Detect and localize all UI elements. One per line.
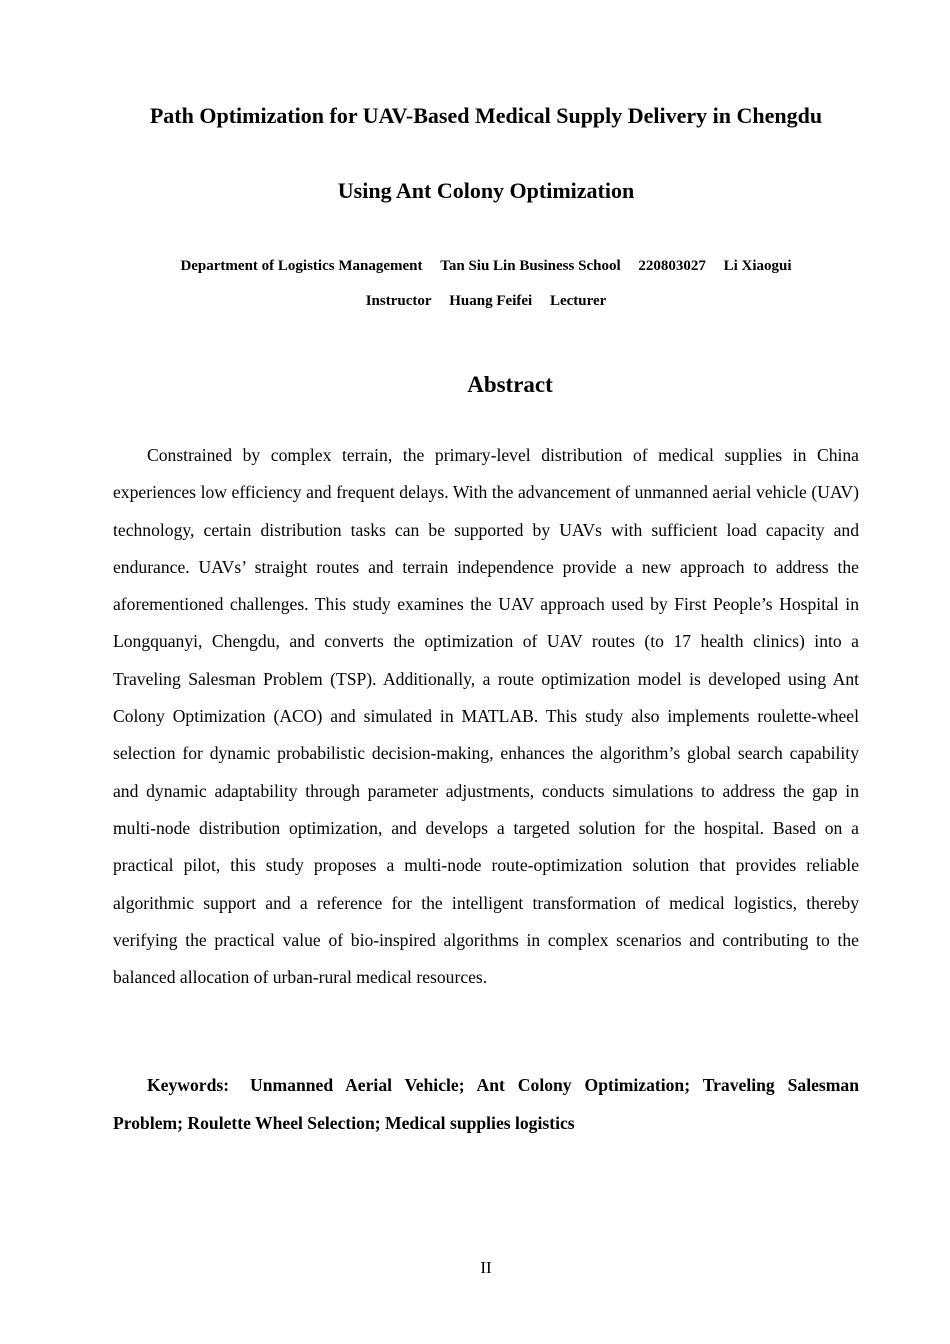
- author-name: Li Xiaogui: [723, 258, 792, 274]
- keywords-paragraph: [113, 1066, 859, 1142]
- department: Department of Logistics Management: [180, 258, 423, 274]
- paper-title-line-1: Path Optimization for UAV-Based Medical Supply Delivery in Chengdu: [149, 103, 823, 128]
- student-id: 220803027: [638, 258, 706, 274]
- keywords-label: Keywords:: [147, 1075, 230, 1095]
- keywords-text: Unmanned Aerial Vehicle; Ant Colony Optimization; Traveling Salesman Problem; Roulette Wheel Selection; Medical supplies logistics: [113, 1075, 859, 1133]
- abstract-heading: Abstract: [467, 372, 553, 397]
- instructor-title: Lecturer: [549, 293, 607, 309]
- school: Tan Siu Lin Business School: [440, 258, 621, 274]
- instructor-label: Instructor: [365, 293, 432, 309]
- page-number: II: [480, 1258, 492, 1277]
- instructor-line: [0, 293, 950, 310]
- paper-title-line-2: Using Ant Colony Optimization: [337, 178, 635, 203]
- affiliation-line: [0, 258, 950, 275]
- instructor-name: Huang Feifei: [449, 293, 533, 309]
- abstract-body: Constrained by complex terrain, the primary-level distribution of medical supplies in China experiences low efficiency and frequent delays. With the advancement of unmanned aerial vehicle (UAV) technology, certain distribution tasks can be supported by UAVs with sufficient load capacity and endurance. UAVs’ straight routes and terrain independence provide a new approach to address the aforementioned challenges. This study examines the UAV approach used by First People’s Hospital in Longquanyi, Chengdu, and converts the optimization of UAV routes (to 17 health clinics) into a Traveling Salesman Problem (TSP). Additionally, a route optimization model is developed using Ant Colony Optimization (ACO) and simulated in MATLAB. This study also implements roulette-wheel selection for dynamic probabilistic decision-making, enhances the algorithm’s global search capability and dynamic adaptability through parameter adjustments, conducts simulations to address the gap in multi-node distribution optimization, and develops a targeted solution for the hospital. Based on a practical pilot, this study proposes a multi-node route-optimization solution that provides reliable algorithmic support and a reference for the intelligent transformation of medical logistics, thereby verifying the practical value of bio-inspired algorithms in complex scenarios and contributing to the balanced allocation of urban-rural medical resources.: [113, 445, 859, 988]
